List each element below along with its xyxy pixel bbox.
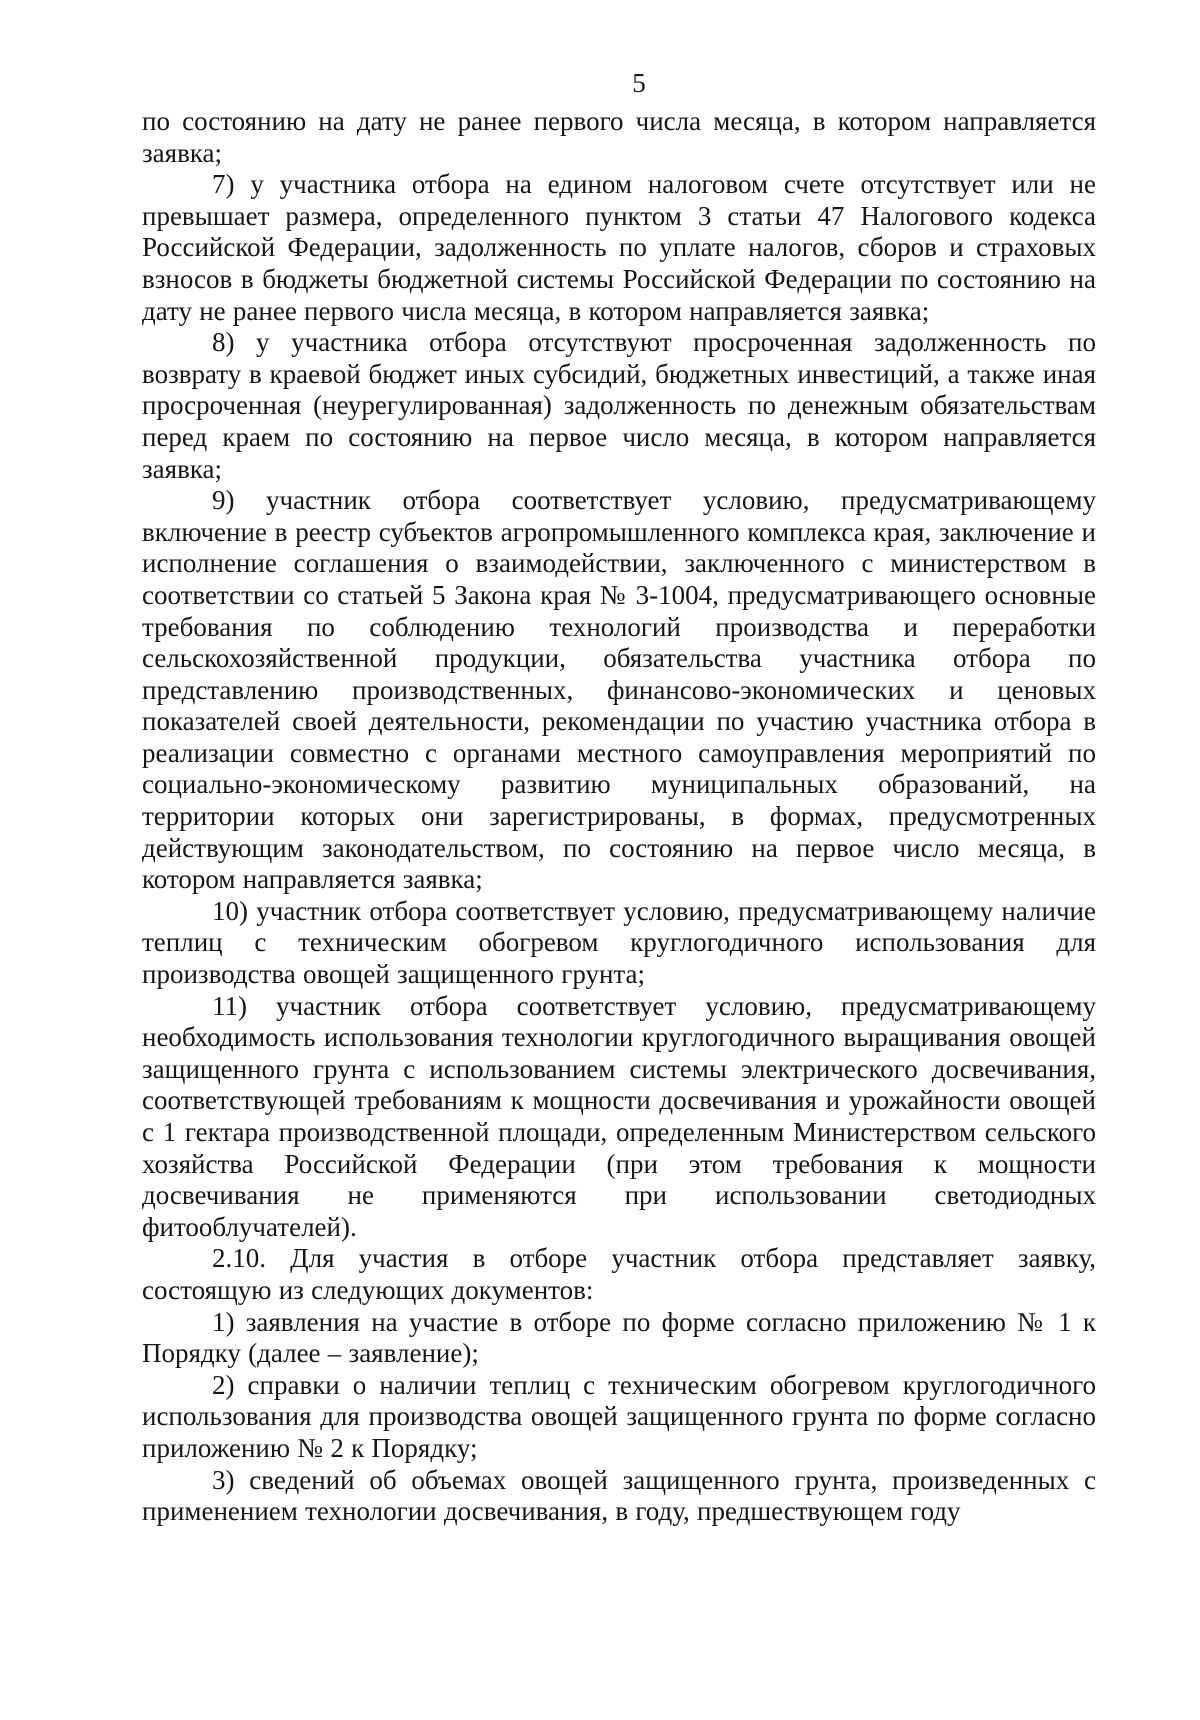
paragraph-item-7: 7) у участника отбора на едином налоговом счете отсутствует или не превышает размера, определенного пунктом 3 статьи 47 Налогового кодекса Российской Федерации, задолженность по уплате налогов, сборов и страховых взносов в бюджеты бюджетной системы Российской Федерации по состоянию на дату не ранее первого числа месяца, в котором направляется заявка; [142,169,1096,326]
paragraph-doc-item-2: 2) справки о наличии теплиц с техническим обогревом круглогодичного использования для производства овощей защищенного грунта по форме согласно приложению № 2 к Порядку; [142,1369,1096,1463]
paragraph-item-11: 11) участник отбора соответствует условию, предусматривающему необходимость использования технологии круглогодичного выращивания овощей защищенного грунта с использованием системы электрического досвечивания, соответствующей требованиям к мощности досвечивания и урожайности овощей с 1 гектара производственной площади, определенным Министерством сельского хозяйства Российской Федерации (при этом требования к мощности досвечивания не применяются при использовании светодиодных фитооблучателей). [142,990,1096,1242]
paragraph-section-2-10: 2.10. Для участия в отборе участник отбора представляет заявку, состоящую из следующих документов: [142,1243,1096,1305]
paragraph-item-8: 8) у участника отбора отсутствуют просроченная задолженность по возврату в краевой бюджет иных субсидий, бюджетных инвестиций, а также иная просроченная (неурегулированная) задолженность по денежным обязательствам перед краем по состоянию на первое число месяца, в котором направляется заявка; [142,327,1096,484]
paragraph-doc-item-3: 3) сведений об объемах овощей защищенного грунта, произведенных с применением технологии досвечивания, в году, предшествующем году [142,1464,1096,1527]
paragraph-item-9: 9) участник отбора соответствует условию, предусматривающему включение в реестр субъектов агропромышленного комплекса края, заключение и исполнение соглашения о взаимодействии, заключенного с министерством в соответствии со статьей 5 Закона края № 3-1004, предусматривающего основные требования по соблюдению технологий производства и переработки сельскохозяйственной продукции, обязательства участника отбора по представлению производственных, финансово-экономических и ценовых показателей своей деятельности, рекомендации по участию участника отбора в реализации совместно с органами местного самоуправления мероприятий по социально-экономическому развитию муниципальных образований, на территории которых они зарегистрированы, в формах, предусмотренных действующим законодательством, по состоянию на первое число месяца, в котором направляется заявка; [142,485,1096,895]
paragraph-doc-item-1: 1) заявления на участие в отборе по форме согласно приложению № 1 к Порядку (далее – заявление); [142,1306,1096,1369]
document-page [142,68,1096,1528]
paragraph-item-10: 10) участник отбора соответствует условию, предусматривающему наличие теплиц с техническим обогревом круглогодичного использования для производства овощей защищенного грунта; [142,895,1096,990]
paragraph-continuation: по состоянию на дату не ранее первого числа месяца, в котором направляется заявка; [142,106,1096,168]
page-number: 5 [632,68,646,98]
